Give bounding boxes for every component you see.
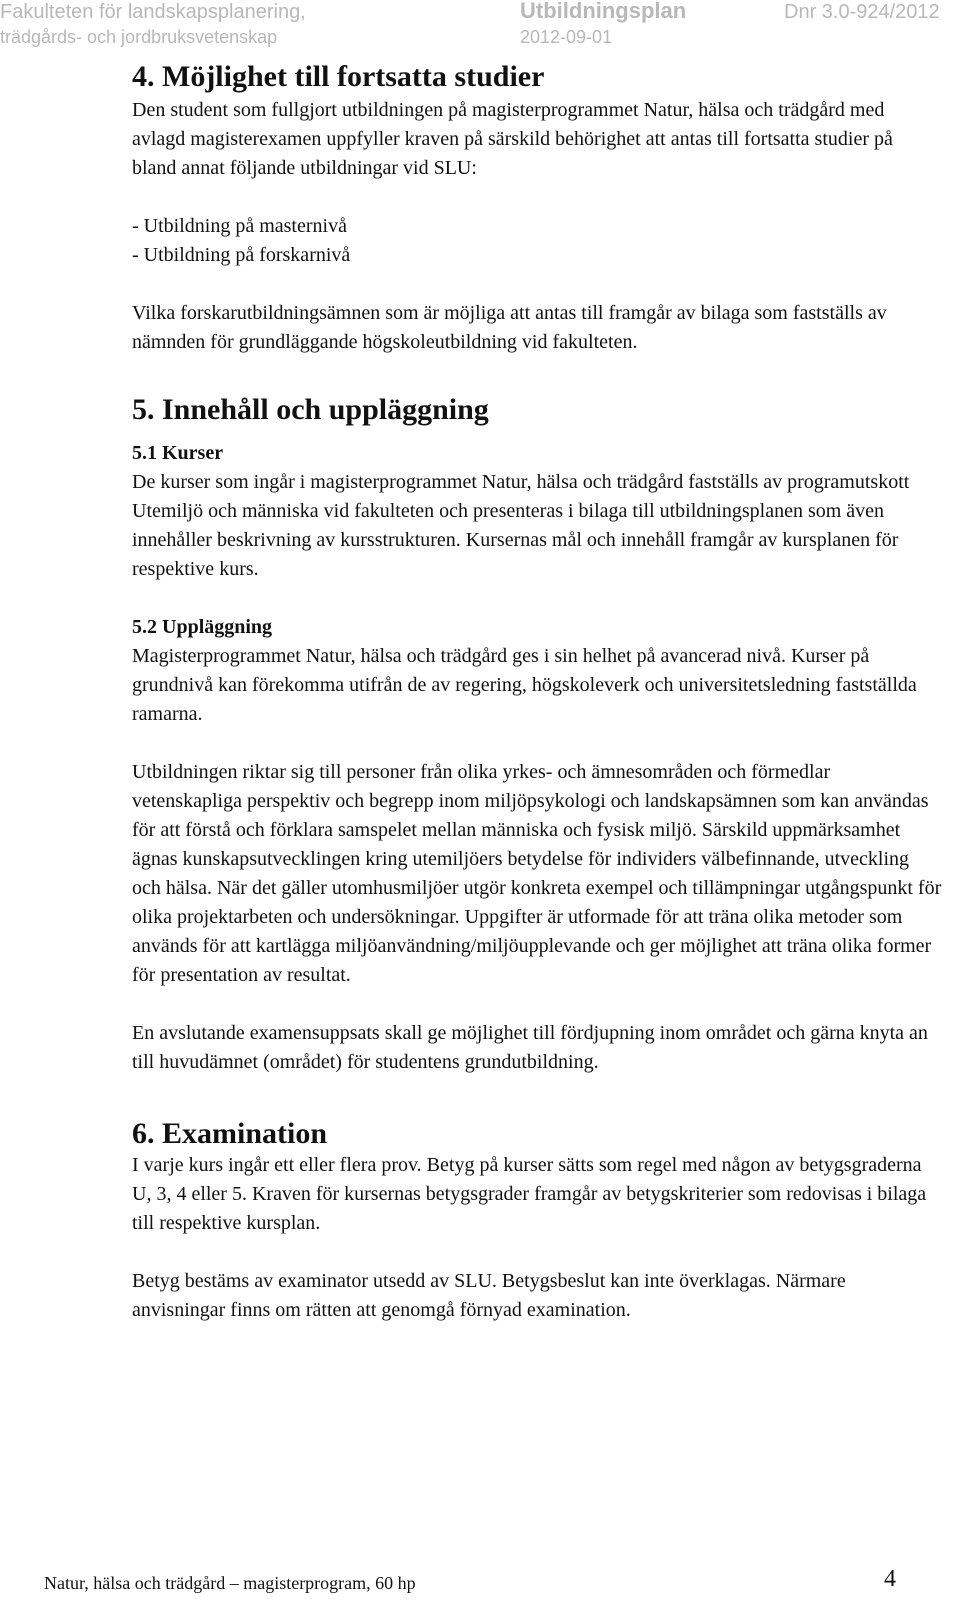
header-document-date: 2012-09-01 — [520, 27, 613, 47]
subsection-5-2-heading: 5.2 Uppläggning — [132, 616, 273, 638]
header-faculty-line2: trädgårds- och jordbruksvetenskap — [0, 27, 278, 47]
section-content-structure — [132, 393, 942, 1077]
page-content — [132, 58, 942, 1325]
section-4-paragraph-2: Vilka forskarutbildningsämnen som är möjliga att antas till framgår av bilaga som fastställs av nämnden för grundläggande högskoleutbildning vid fakulteten. — [132, 302, 887, 353]
subsection-5-2-paragraph-3: En avslutande examensuppsats skall ge möjlighet till fördjupning inom området och gärna knyta an till huvudämnet (området) för studentens grundutbildning. — [132, 1022, 928, 1073]
section-6-paragraph-2: Betyg bestäms av examinator utsedd av SLU. Betygsbeslut kan inte överklagas. Närmare anvisningar finns om rätten att genomgå förnyad examination. — [132, 1270, 846, 1321]
section-6-paragraph-1: I varje kurs ingår ett eller flera prov. Betyg på kurser sätts som regel med någon av betygsgraderna U, 3, 4 eller 5. Kraven för kursernas betygsgrader framgår av betygskriterier som redovisas i bilaga till respektive kursplan. — [132, 1154, 927, 1234]
section-further-studies — [132, 58, 942, 357]
list-item: - Utbildning på forskarnivå — [132, 244, 351, 266]
subsection-5-2-paragraph-2: Utbildningen riktar sig till personer från olika yrkes- och ämnesområden och förmedlar vetenskapliga perspektiv och begrepp inom miljöpsykologi och landskapsämnen som kan användas för att förstå och förklara samspelet mellan människa och fysisk miljö. Särskild uppmärksamhet ägnas kunskapsutvecklingen kring utemiljöers betydelse för individers välbefinnande, utveckling och hälsa. När det gäller utomhusmiljöer utgör konkreta exempel och tillämpningar utgångspunkt för olika projektarbeten och undersökningar. Uppgifter är utformade för att träna olika metoder som används för att kartlägga miljöanvändning/miljöupplevande och ger möjlighet att träna olika former för presentation av resultat. — [132, 761, 942, 986]
footer-program-name: Natur, hälsa och trädgård – magisterprogram, 60 hp — [44, 1573, 416, 1593]
header-faculty-line1: Fakulteten för landskapsplanering, — [0, 1, 306, 23]
header-document-title: Utbildningsplan — [520, 0, 687, 23]
subsection-5-2-paragraph-1: Magisterprogrammet Natur, hälsa och trädgård ges i sin helhet på avancerad nivå. Kurser på grundnivå kan förekomma utifrån de av regering, högskoleverk och universitetsledning fastställda ramarna. — [132, 645, 917, 725]
section-4-paragraph-1: Den student som fullgjort utbildningen på magisterprogrammet Natur, hälsa och trädgård med avlagd magisterexamen uppfyller kraven på särskild behörighet att antas till fortsatta studier på bland annat följande utbildningar vid SLU: — [132, 99, 893, 179]
section-examination — [132, 1117, 942, 1325]
subsection-5-1-heading: 5.1 Kurser — [132, 442, 224, 464]
section-4-heading: 4. Möjlighet till fortsatta studier — [132, 60, 545, 93]
section-6-heading: 6. Examination — [132, 1117, 328, 1150]
header-document-number: Dnr 3.0-924/2012 — [784, 1, 940, 23]
list-item: - Utbildning på masternivå — [132, 215, 347, 237]
subsection-5-1-paragraph: De kurser som ingår i magisterprogrammet Natur, hälsa och trädgård fastställs av programutskott Utemiljö och människa vid fakulteten och presenteras i bilaga till utbildningsplanen som även innehåller beskrivning av kursstrukturen. Kursernas mål och innehåll framgår av kursplanen för respektive kurs. — [132, 471, 910, 580]
section-5-heading: 5. Innehåll och uppläggning — [132, 393, 489, 426]
page-number: 4 — [884, 1566, 896, 1592]
